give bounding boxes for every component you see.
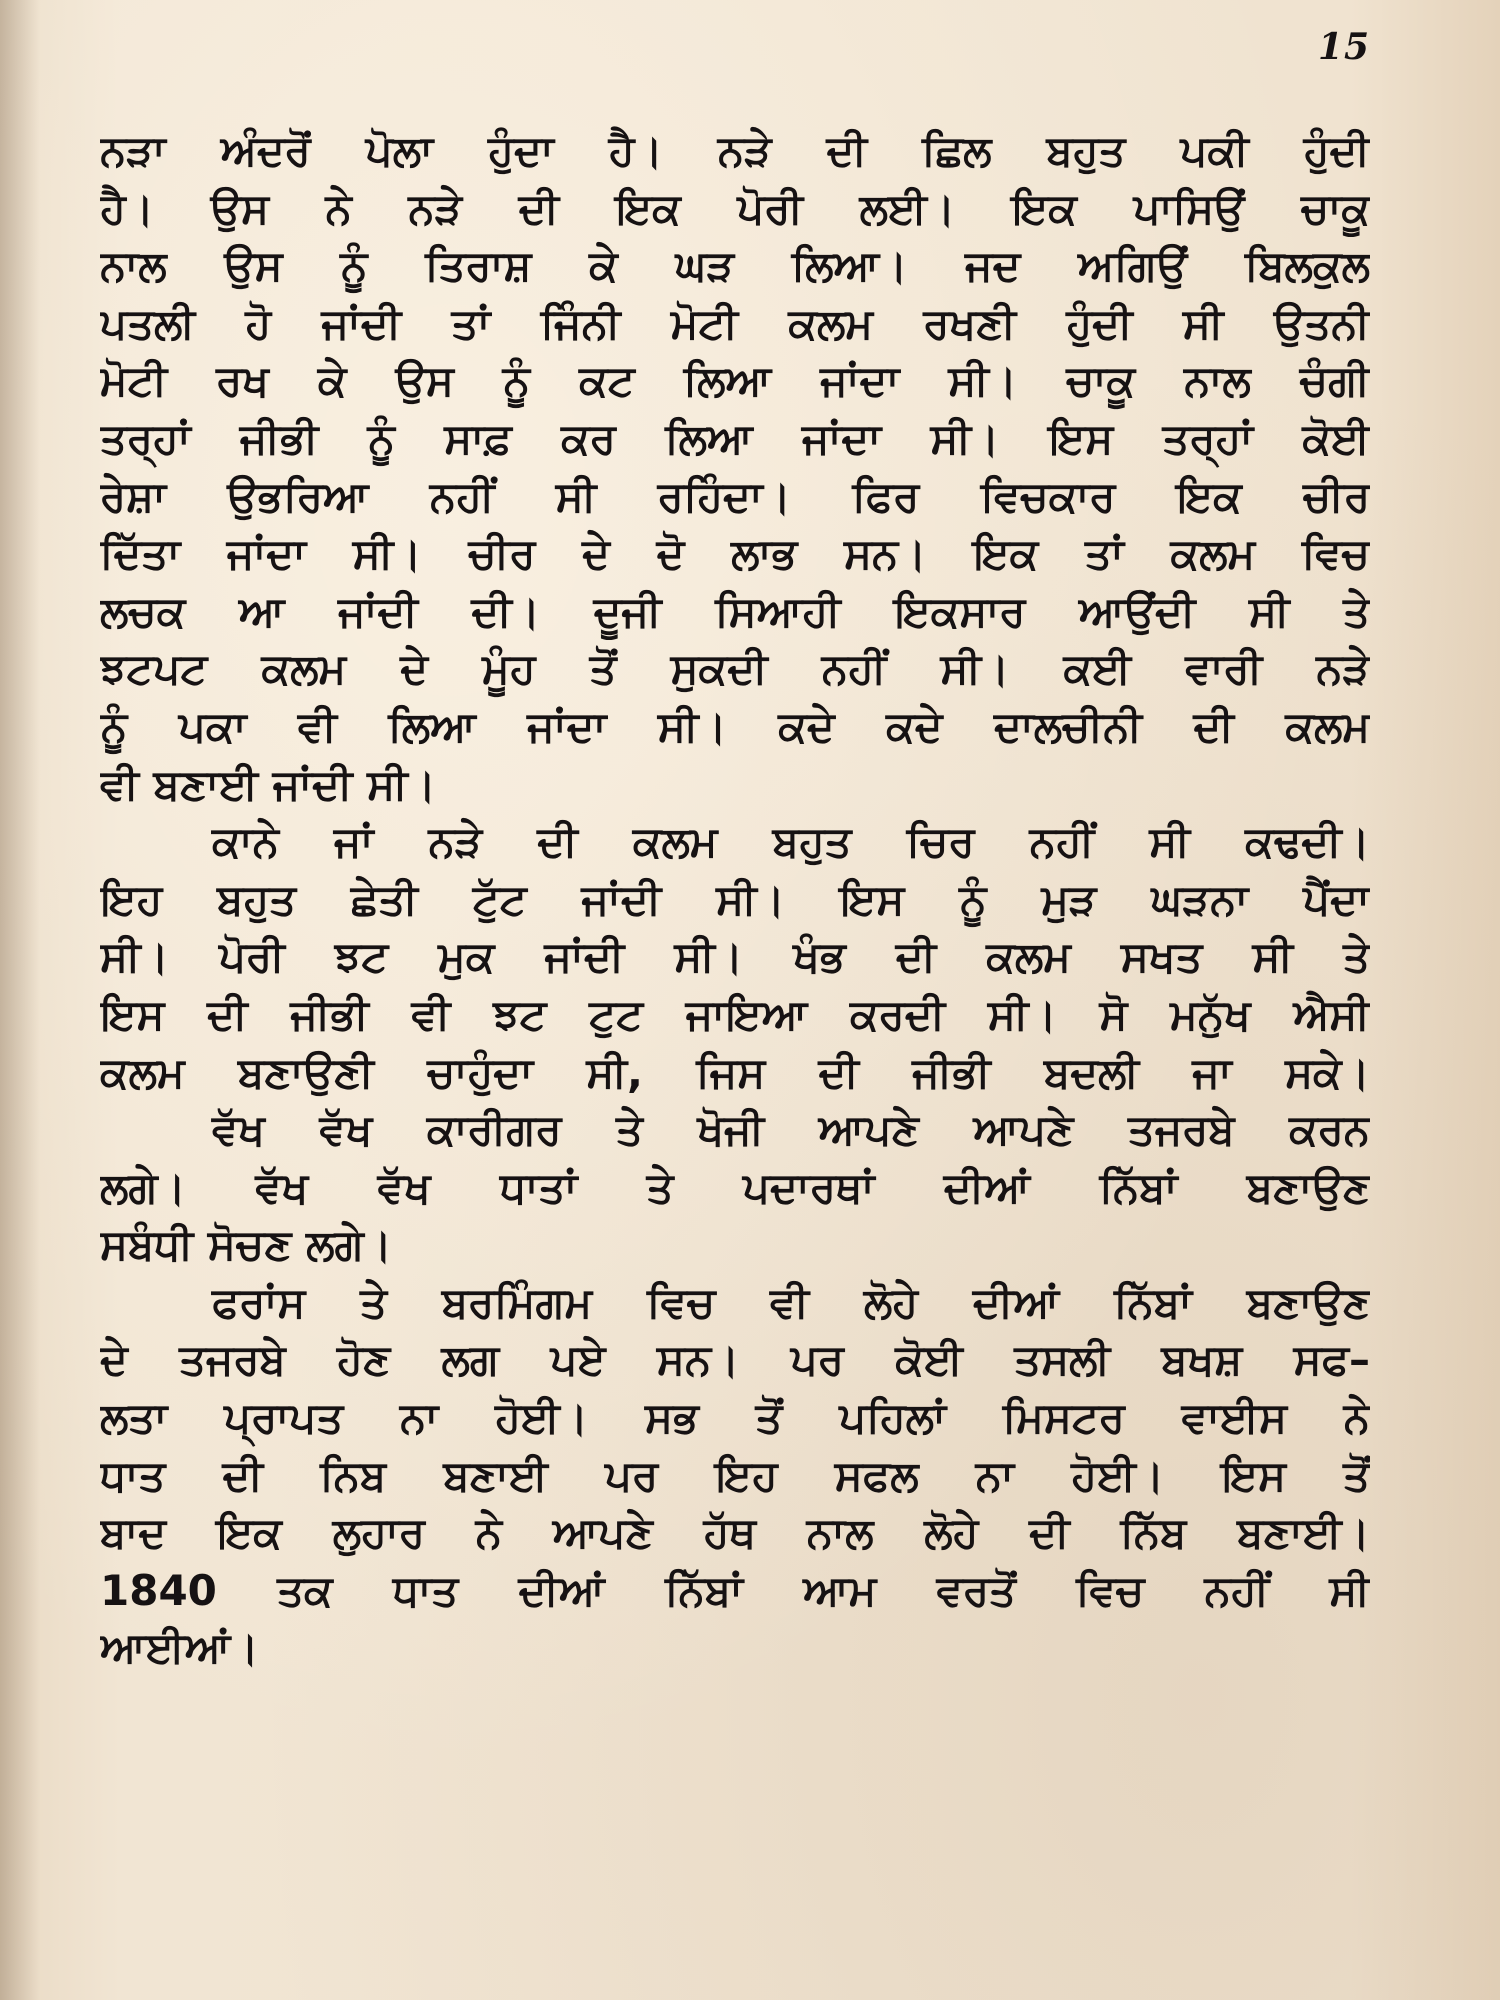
text-line: ਇਸ ਦੀ ਜੀਭੀ ਵੀ ਝਟ ਟੁਟ ਜਾਇਆ ਕਰਦੀ ਸੀ। ਸੋ ਮਨੁੱਖ ਐਸੀ [100, 989, 1370, 1039]
text-line: ਝਟਪਟ ਕਲਮ ਦੇ ਮੂੰਹ ਤੋਂ ਸੁਕਦੀ ਨਹੀਂ ਸੀ। ਕਈ ਵਾਰੀ ਨੜੇ [100, 644, 1370, 694]
paragraph-start-line: ਕਾਨੇ ਜਾਂ ਨੜੇ ਦੀ ਕਲਮ ਬਹੁਤ ਚਿਰ ਨਹੀਂ ਸੀ ਕਢਦੀ। [212, 817, 1370, 867]
text-line: ਦੇ ਤਜਰਬੇ ਹੋਣ ਲਗ ਪਏ ਸਨ। ਪਰ ਕੋਈ ਤਸਲੀ ਬਖਸ਼ ਸਫ– [100, 1335, 1370, 1385]
text-line: ਮੋਟੀ ਰਖ ਕੇ ਉਸ ਨੂੰ ਕਟ ਲਿਆ ਜਾਂਦਾ ਸੀ। ਚਾਕੂ ਨਾਲ ਚੰਗੀ [100, 356, 1370, 406]
paragraph-start-line: ਫਰਾਂਸ ਤੇ ਬਰਮਿੰਗਮ ਵਿਚ ਵੀ ਲੋਹੇ ਦੀਆਂ ਨਿੱਬਾਂ ਬਣਾਉਣ [212, 1277, 1370, 1327]
body-text [100, 122, 1370, 1677]
text-line: ਲਗੇ। ਵੱਖ ਵੱਖ ਧਾਤਾਂ ਤੇ ਪਦਾਰਥਾਂ ਦੀਆਂ ਨਿੱਬਾਂ ਬਣਾਉਣ [100, 1162, 1370, 1212]
text-line: ਹੈ। ਉਸ ਨੇ ਨੜੇ ਦੀ ਇਕ ਪੋਰੀ ਲਈ। ਇਕ ਪਾਸਿਉਂ ਚਾਕੂ [100, 183, 1370, 233]
text-line: ਨੜਾ ਅੰਦਰੋਂ ਪੋਲਾ ਹੁੰਦਾ ਹੈ। ਨੜੇ ਦੀ ਛਿਲ ਬਹੁਤ ਪਕੀ ਹੁੰਦੀ [100, 126, 1370, 175]
text-line: 1840 ਤਕ ਧਾਤ ਦੀਆਂ ਨਿੱਬਾਂ ਆਮ ਵਰਤੋਂ ਵਿਚ ਨਹੀਂ ਸੀ [100, 1565, 1370, 1615]
text-line: ਤਰ੍ਹਾਂ ਜੀਭੀ ਨੂੰ ਸਾਫ਼ ਕਰ ਲਿਆ ਜਾਂਦਾ ਸੀ। ਇਸ ਤਰ੍ਹਾਂ ਕੋਈ [100, 413, 1370, 463]
text-line: ਇਹ ਬਹੁਤ ਛੇਤੀ ਟੁੱਟ ਜਾਂਦੀ ਸੀ। ਇਸ ਨੂੰ ਮੁੜ ਘੜਨਾ ਪੈਂਦਾ [100, 874, 1370, 924]
text-line: ਲਤਾ ਪ੍ਰਾਪਤ ਨਾ ਹੋਈ। ਸਭ ਤੋਂ ਪਹਿਲਾਂ ਮਿਸਟਰ ਵਾਈਸ ਨੇ [100, 1393, 1370, 1443]
page-number: 15 [1318, 26, 1371, 68]
text-line: ਨੂੰ ਪਕਾ ਵੀ ਲਿਆ ਜਾਂਦਾ ਸੀ। ਕਦੇ ਕਦੇ ਦਾਲਚੀਨੀ ਦੀ ਕਲਮ [100, 701, 1370, 751]
spine-shadow [0, 0, 40, 2000]
text-line: ਬਾਦ ਇਕ ਲੁਹਾਰ ਨੇ ਆਪਣੇ ਹੱਥ ਨਾਲ ਲੋਹੇ ਦੀ ਨਿੱਬ ਬਣਾਈ। [100, 1508, 1370, 1558]
text-line: ਦਿੱਤਾ ਜਾਂਦਾ ਸੀ। ਚੀਰ ਦੇ ਦੋ ਲਾਭ ਸਨ। ਇਕ ਤਾਂ ਕਲਮ ਵਿਚ [100, 529, 1370, 579]
text-line: ਰੇਸ਼ਾ ਉਭਰਿਆ ਨਹੀਂ ਸੀ ਰਹਿੰਦਾ। ਫਿਰ ਵਿਚਕਾਰ ਇਕ ਚੀਰ [100, 471, 1370, 521]
text-line: ਧਾਤ ਦੀ ਨਿਬ ਬਣਾਈ ਪਰ ਇਹ ਸਫਲ ਨਾ ਹੋਈ। ਇਸ ਤੋਂ [100, 1450, 1370, 1500]
text-line: ਸਬੰਧੀ ਸੋਚਣ ਲਗੇ। [100, 1220, 393, 1270]
text-line: ਲਚਕ ਆ ਜਾਂਦੀ ਦੀ। ਦੂਜੀ ਸਿਆਹੀ ਇਕਸਾਰ ਆਉਂਦੀ ਸੀ ਤੇ [100, 586, 1370, 636]
text-line: ਨਾਲ ਉਸ ਨੂੰ ਤਿਰਾਸ਼ ਕੇ ਘੜ ਲਿਆ। ਜਦ ਅਗਿਉਂ ਬਿਲਕੁਲ [100, 241, 1370, 291]
text-line: ਸੀ। ਪੋਰੀ ਝਟ ਮੁਕ ਜਾਂਦੀ ਸੀ। ਖੰਭ ਦੀ ਕਲਮ ਸਖਤ ਸੀ ਤੇ [100, 932, 1370, 982]
text-line: ਪਤਲੀ ਹੋ ਜਾਂਦੀ ਤਾਂ ਜਿੰਨੀ ਮੋਟੀ ਕਲਮ ਰਖਣੀ ਹੁੰਦੀ ਸੀ ਉਤਨੀ [100, 298, 1370, 348]
text-line: ਕਲਮ ਬਣਾਉਣੀ ਚਾਹੁੰਦਾ ਸੀ, ਜਿਸ ਦੀ ਜੀਭੀ ਬਦਲੀ ਜਾ ਸਕੇ। [100, 1047, 1370, 1097]
paragraph-start-line: ਵੱਖ ਵੱਖ ਕਾਰੀਗਰ ਤੇ ਖੋਜੀ ਆਪਣੇ ਆਪਣੇ ਤਜਰਬੇ ਕਰਨ [212, 1105, 1370, 1155]
text-line: ਆਈਆਂ। [100, 1623, 259, 1673]
text-line: ਵੀ ਬਣਾਈ ਜਾਂਦੀ ਸੀ। [100, 759, 437, 809]
